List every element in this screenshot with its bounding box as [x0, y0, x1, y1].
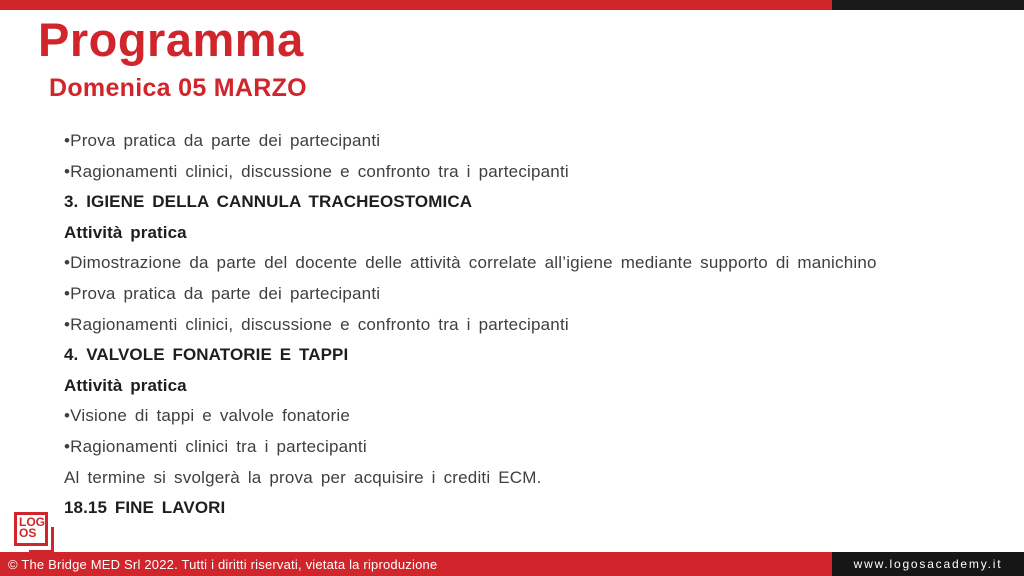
- top-accent-bar: [0, 0, 1024, 10]
- content-line: •Ragionamenti clinici tra i partecipanti: [64, 436, 367, 456]
- content-lines: [64, 126, 974, 524]
- page-title: Programma: [38, 13, 304, 66]
- footer: [0, 552, 1024, 576]
- content-line: •Prova pratica da parte dei partecipanti: [64, 131, 381, 150]
- content-line: 4. VALVOLE FONATORIE E TAPPI: [64, 345, 349, 365]
- content-line: •Dimostrazione da parte del docente delle attività correlate all’igiene mediante supporto di manichino: [64, 253, 877, 273]
- website-text[interactable]: www.logosacademy.it: [853, 557, 1003, 571]
- content-line: •Ragionamenti clinici, discussione e confronto tra i partecipanti: [64, 161, 569, 181]
- content-line: •Ragionamenti clinici, discussione e confronto tra i partecipanti: [64, 314, 569, 334]
- logos-logo: [14, 512, 48, 546]
- content-line: •Prova pratica da parte dei partecipanti: [64, 283, 381, 303]
- content-line: Attività pratica: [64, 222, 187, 242]
- footer-copyright-bar: [0, 552, 832, 576]
- slide-subtitle: Domenica 05 MARZO: [49, 74, 307, 102]
- logo-line-2: OS: [19, 526, 37, 540]
- top-bar-red-segment: [0, 0, 832, 10]
- content-line: •Visione di tappi e valvole fonatorie: [64, 406, 351, 426]
- content-line: Attività pratica: [64, 375, 187, 395]
- logos-logo-text: [19, 517, 45, 539]
- footer-website-bar: [832, 552, 1024, 576]
- content-line: Al termine si svolgerà la prova per acquisire i crediti ECM.: [64, 467, 542, 487]
- logo-line-1: LOG: [19, 515, 45, 529]
- content-line: 18.15 FINE LAVORI: [64, 498, 226, 518]
- copyright-text: © The Bridge MED Srl 2022. Tutti i diritti riservati, vietata la riproduzione: [8, 556, 438, 572]
- content-line: 3. IGIENE DELLA CANNULA TRACHEOSTOMICA: [64, 192, 473, 212]
- logo-corner-accent-vertical: [51, 527, 54, 553]
- top-bar-black-segment: [832, 0, 1024, 10]
